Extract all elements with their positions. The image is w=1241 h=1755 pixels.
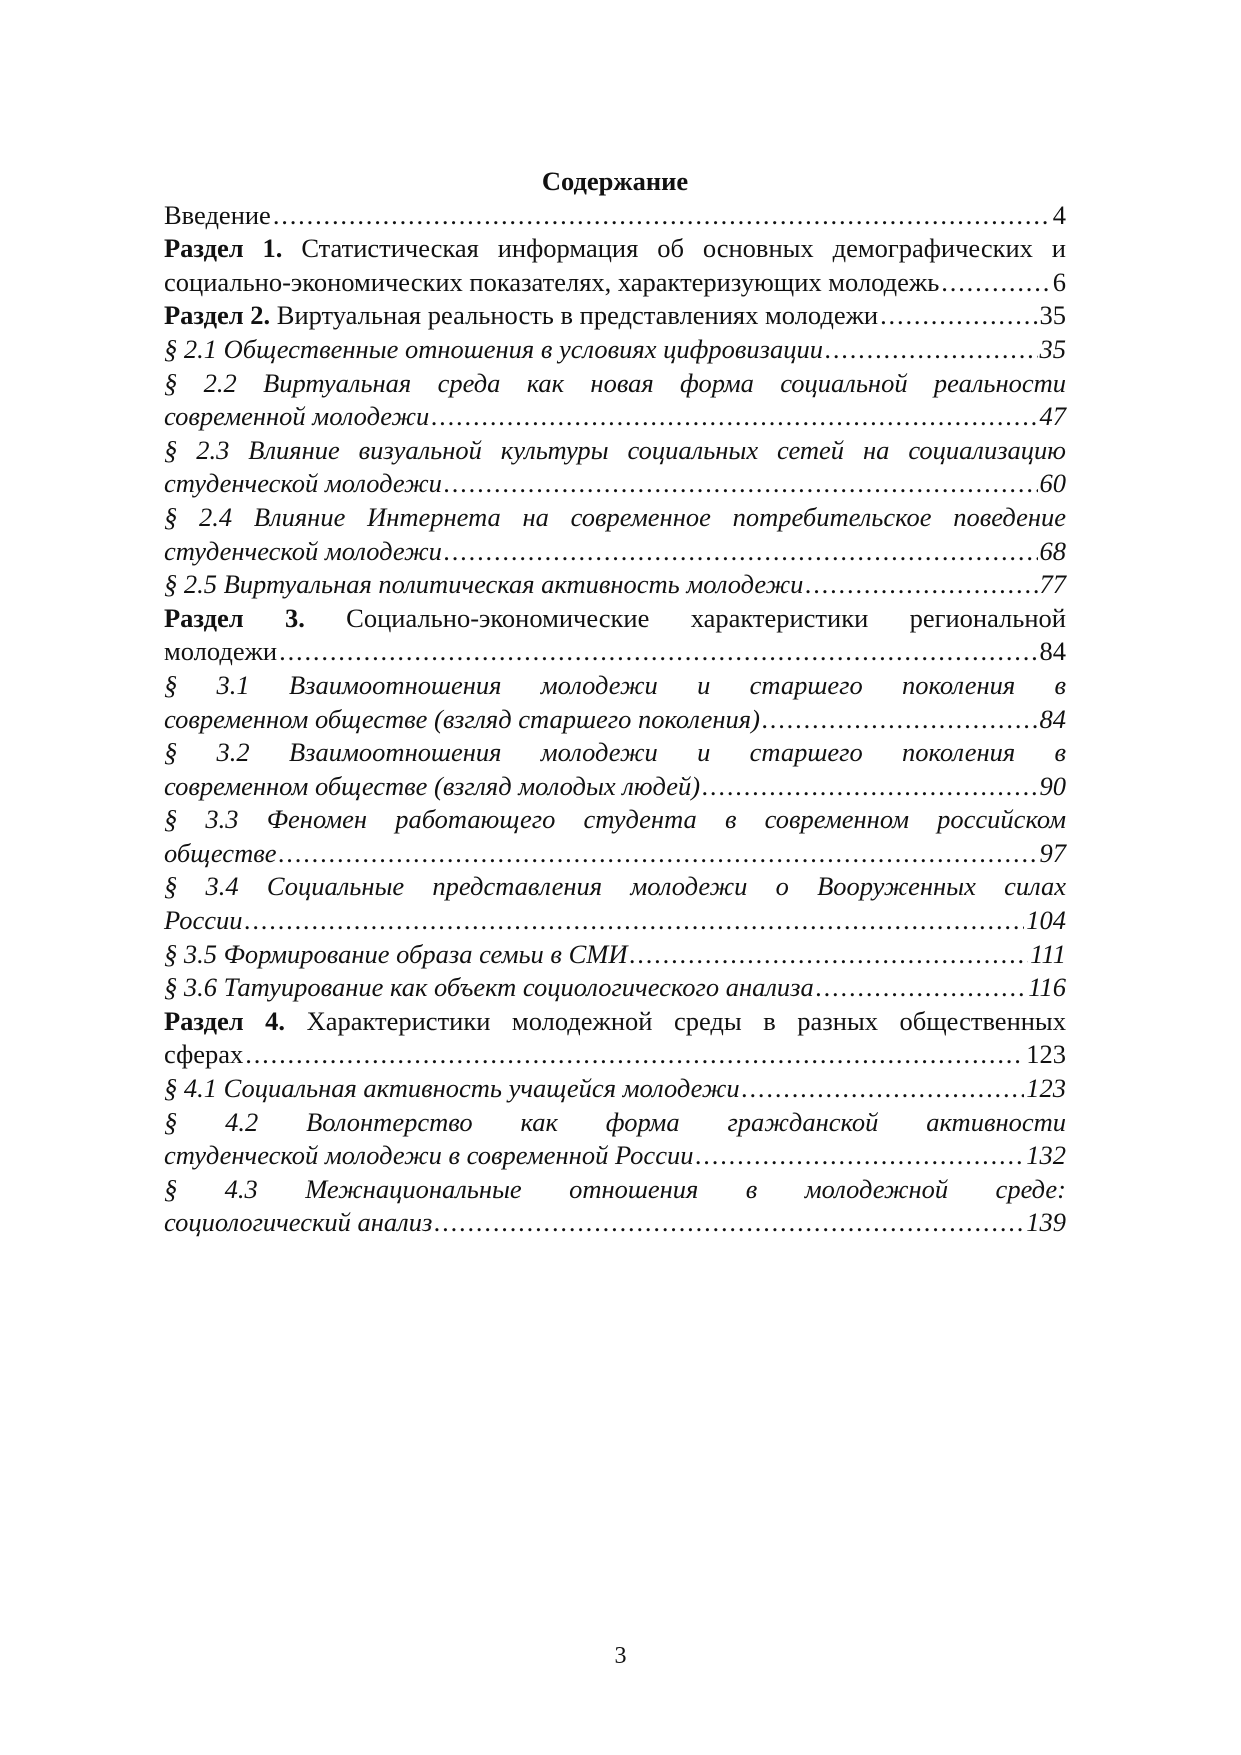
toc-entry-line2: сферах <box>164 1039 244 1070</box>
toc-leader-dots <box>245 904 1025 938</box>
toc-entry-line1: § 3.2 Взаимоотношения молодежи и старшего поколения в <box>164 737 1066 768</box>
toc-entry-line1: § 3.4 Социальные представления молодежи о Вооруженных силах <box>164 871 1066 902</box>
toc-leader-dots <box>431 400 1037 434</box>
toc-leader-dots <box>434 1206 1024 1240</box>
toc-page-number: 84 <box>1039 703 1066 734</box>
toc-leader-dots <box>695 1139 1024 1173</box>
toc-leader-dots <box>825 333 1038 367</box>
toc-entry-line2: студенческой молодежи <box>164 535 442 566</box>
toc-entry-label: Виртуальная реальность в представлениях молодежи <box>270 300 879 331</box>
toc-leader-dots <box>273 199 1051 233</box>
toc-entry-3-5[interactable] <box>164 938 1066 972</box>
toc-entry-line2: социологический анализ <box>164 1207 433 1238</box>
toc-page-number: 84 <box>1039 636 1066 667</box>
toc-entry-line1: § 4.2 Волонтерство как форма гражданской активности <box>164 1106 1066 1137</box>
toc-entry-line2: молодежи <box>164 636 278 667</box>
toc-title: Содержание <box>541 166 689 196</box>
toc-leader-dots <box>805 568 1037 602</box>
toc-entry-line1: Статистическая информация об основных демографических и <box>282 233 1066 264</box>
section-number: Раздел 1. <box>164 233 283 264</box>
toc-entry-line2: современном обществе (взгляд старшего поколения) <box>164 703 760 734</box>
toc-page-number: 90 <box>1039 770 1066 801</box>
toc-entry-line2: студенческой молодежи <box>164 468 442 499</box>
toc-page-number: 111 <box>1030 938 1066 969</box>
toc-page-number: 77 <box>1039 569 1066 600</box>
toc-leader-dots <box>880 299 1037 333</box>
toc-entry-label: Введение <box>164 199 271 230</box>
toc-entry-line1: Социально-экономические характеристики региональной <box>304 602 1066 633</box>
toc-entry-3-4[interactable] <box>164 870 1066 937</box>
toc-page-number: 116 <box>1028 972 1066 1003</box>
toc-entry-3-1[interactable] <box>164 669 1066 736</box>
toc-entry-line2: студенческой молодежи в современной России <box>164 1140 694 1171</box>
toc-entry-line1: § 2.3 Влияние визуальной культуры социальных сетей на социализацию <box>164 434 1066 465</box>
toc-page-number: 104 <box>1026 905 1066 936</box>
toc-entry-4-1[interactable] <box>164 1072 1066 1106</box>
toc-page-number: 60 <box>1039 468 1066 499</box>
toc-entry-line1: § 3.3 Феномен работающего студента в современном российском <box>164 804 1066 835</box>
toc-entry-line1: § 4.3 Межнациональные отношения в молодежной среде: <box>164 1173 1066 1204</box>
toc-entry-line1: § 2.2 Виртуальная среда как новая форма социальной реальности <box>164 367 1066 398</box>
toc-page-number: 97 <box>1039 837 1066 868</box>
toc-entry-line2: современной молодежи <box>164 401 430 432</box>
toc-page-number: 139 <box>1026 1207 1066 1238</box>
toc-entry-line1: § 3.1 Взаимоотношения молодежи и старшего поколения в <box>164 669 1066 700</box>
toc-entry-line2: обществе <box>164 837 277 868</box>
toc-page-number: 123 <box>1026 1073 1066 1104</box>
toc-page-number: 68 <box>1039 535 1066 566</box>
toc-entry-2-1[interactable] <box>164 333 1066 367</box>
toc-page-number: 35 <box>1039 300 1066 331</box>
section-number: Раздел 3. <box>164 602 305 633</box>
toc-entry-3-6[interactable] <box>164 971 1066 1005</box>
section-number: Раздел 4. <box>164 1005 286 1036</box>
toc-entry-3-2[interactable] <box>164 736 1066 803</box>
toc-entry-4-3[interactable] <box>164 1173 1066 1240</box>
toc-leader-dots <box>742 1072 1025 1106</box>
toc-page-number: 123 <box>1026 1039 1066 1070</box>
toc-entry-line1: § 2.4 Влияние Интернета на современное потребительское поведение <box>164 501 1066 532</box>
toc-entry-label: § 4.1 Социальная активность учащейся молодежи <box>164 1073 740 1104</box>
section-number: Раздел 2. <box>164 300 271 331</box>
toc-page-number: 4 <box>1052 199 1066 230</box>
toc-leader-dots <box>816 971 1026 1005</box>
toc-entry-section-1[interactable] <box>164 232 1066 299</box>
toc-entry-2-3[interactable] <box>164 434 1066 501</box>
toc-entry-section-3[interactable] <box>164 602 1066 669</box>
toc-entry-introduction[interactable] <box>164 199 1066 233</box>
toc-entry-label: § 3.5 Формирование образа семьи в СМИ <box>164 938 628 969</box>
table-of-contents <box>164 165 1066 1240</box>
toc-entry-4-2[interactable] <box>164 1106 1066 1173</box>
toc-entry-label: § 2.1 Общественные отношения в условиях цифровизации <box>164 333 823 364</box>
toc-entry-label: § 2.5 Виртуальная политическая активность молодежи <box>164 569 804 600</box>
toc-leader-dots <box>762 703 1038 737</box>
toc-leader-dots <box>702 770 1037 804</box>
toc-page-number: 6 <box>1052 266 1066 297</box>
toc-leader-dots <box>278 837 1037 871</box>
toc-page-number: 47 <box>1039 401 1066 432</box>
toc-entry-3-3[interactable] <box>164 803 1066 870</box>
toc-entry-2-5[interactable] <box>164 568 1066 602</box>
toc-page-number: 132 <box>1026 1140 1066 1171</box>
toc-entry-line2: современном обществе (взгляд молодых людей) <box>164 770 701 801</box>
toc-entry-section-4[interactable] <box>164 1005 1066 1072</box>
toc-entry-line1: Характеристики молодежной среды в разных общественных <box>285 1005 1066 1036</box>
page-number: 3 <box>614 1643 627 1669</box>
toc-leader-dots <box>444 467 1038 501</box>
toc-entry-line2: России <box>164 905 243 936</box>
toc-entry-line2: социально-экономических показателях, характеризующих молодежь <box>164 266 940 297</box>
toc-entry-2-2[interactable] <box>164 367 1066 434</box>
toc-entry-section-2[interactable] <box>164 299 1066 333</box>
toc-leader-dots <box>444 535 1038 569</box>
toc-entry-label: § 3.6 Татуирование как объект социологического анализа <box>164 972 814 1003</box>
toc-entry-2-4[interactable] <box>164 501 1066 568</box>
toc-leader-dots <box>245 1038 1024 1072</box>
toc-leader-dots <box>941 266 1050 300</box>
toc-leader-dots <box>629 938 1028 972</box>
toc-page-number: 35 <box>1039 333 1066 364</box>
toc-leader-dots <box>279 635 1037 669</box>
